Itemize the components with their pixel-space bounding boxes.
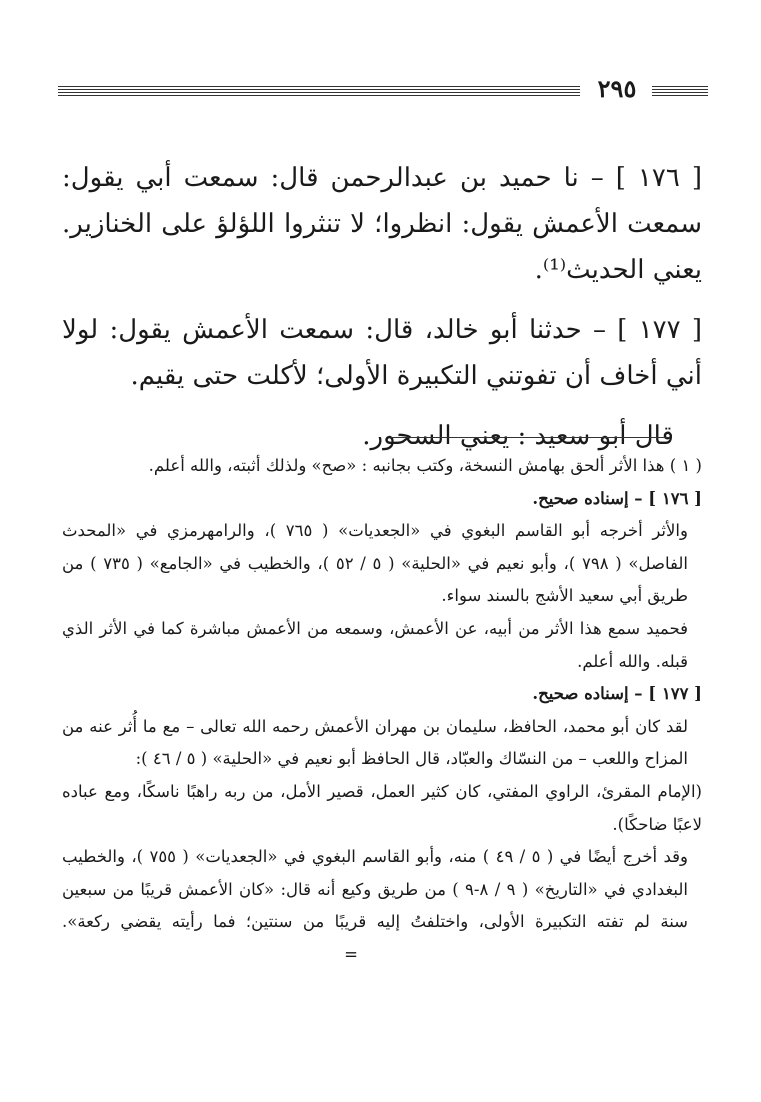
narration-176: [ ١٧٦ ] – نا حميد بن عبدالرحمن قال: سمعت أبي يقول: سمعت الأعمش يقول: انظروا؛ لا تنثروا اللؤلؤ على الخنازير. يعني الحديث⁽¹⁾. [62,163,702,285]
footnote-heading-176: [ ١٧٦ ] – إسناده صحيح. [532,488,702,508]
main-text [62,155,702,473]
footnote-177-intro: لقد كان أبو محمد، الحافظ، سليمان بن مهران الأعمش رحمه الله تعالى – مع ما أُثر عنه من المزاح واللعب – من النسّاك والعبّاد، قال الحافظ أبو نعيم في «الحلية» ( ٥ / ٤٦ ): [62,716,688,769]
footnote-heading-177: [ ١٧٧ ] – إسناده صحيح. [532,684,702,704]
footnotes [62,450,702,972]
footnote-177-sources-text: وقد أخرج أيضًا في ( ٥ / ٤٩ ) منه، وأبو القاسم البغوي في «الجعديات» ( ٧٥٥ )، والخطيب البغدادي في «التاريخ» ( ٩ / ٨-٩ ) من طريق وكيع أنه قال: «كان الأعمش قريبًا من سبعين سنة لم تفته التكبيرة الأولى، واختلفتُ إليه قريبًا من سنتين؛ فما رأيته يقضي ركعة». [62,847,688,932]
narration-177-explanation: قال أبو سعيد : يعني السحور. [362,421,674,451]
footnote-176-comment: فحميد سمع هذا الأثر من أبيه، عن الأعمش، وسمعه من الأعمش مباشرة كما في الأثر الذي قبله. والله أعلم. [62,618,688,671]
footnote-177-sources [62,841,702,971]
header-rule-right [58,86,580,97]
page-number: ٢٩٥ [597,74,637,103]
continuation-mark: = [344,944,358,964]
footnote-176-sources: والأثر أخرجه أبو القاسم البغوي في «الجعديات» ( ٧٦٥ )، والرامهرمزي في «المحدث الفاصل» ( ٧٩٨ )، وأبو نعيم في «الحلية» ( ٥ / ٥٢ )، والخطيب في «الجامع» ( ٧٣٥ ) من طريق أبي سعيد الأشج بالسند سواء. [62,521,688,606]
footnote-177-quote: (الإمام المقرئ، الراوي المفتي، كان كثير العمل، قصير الأمل، من ربه راهبًا ناسكًا، ومع عباده لاعبًا ضاحكًا). [62,781,702,834]
page-header [58,74,708,104]
narration-177: [ ١٧٧ ] – حدثنا أبو خالد، قال: سمعت الأعمش يقول: لولا أني أخاف أن تفوتني التكبيرة الأولى؛ لأكلت حتى يقيم. [62,315,702,391]
footnote-1: ( ١ ) هذا الأثر ألحق بهامش النسخة، وكتب بجانبه : «صح» ولذلك أثبته، والله أعلم. [148,456,702,475]
footnote-separator [390,437,670,438]
header-rule-left [652,86,708,97]
